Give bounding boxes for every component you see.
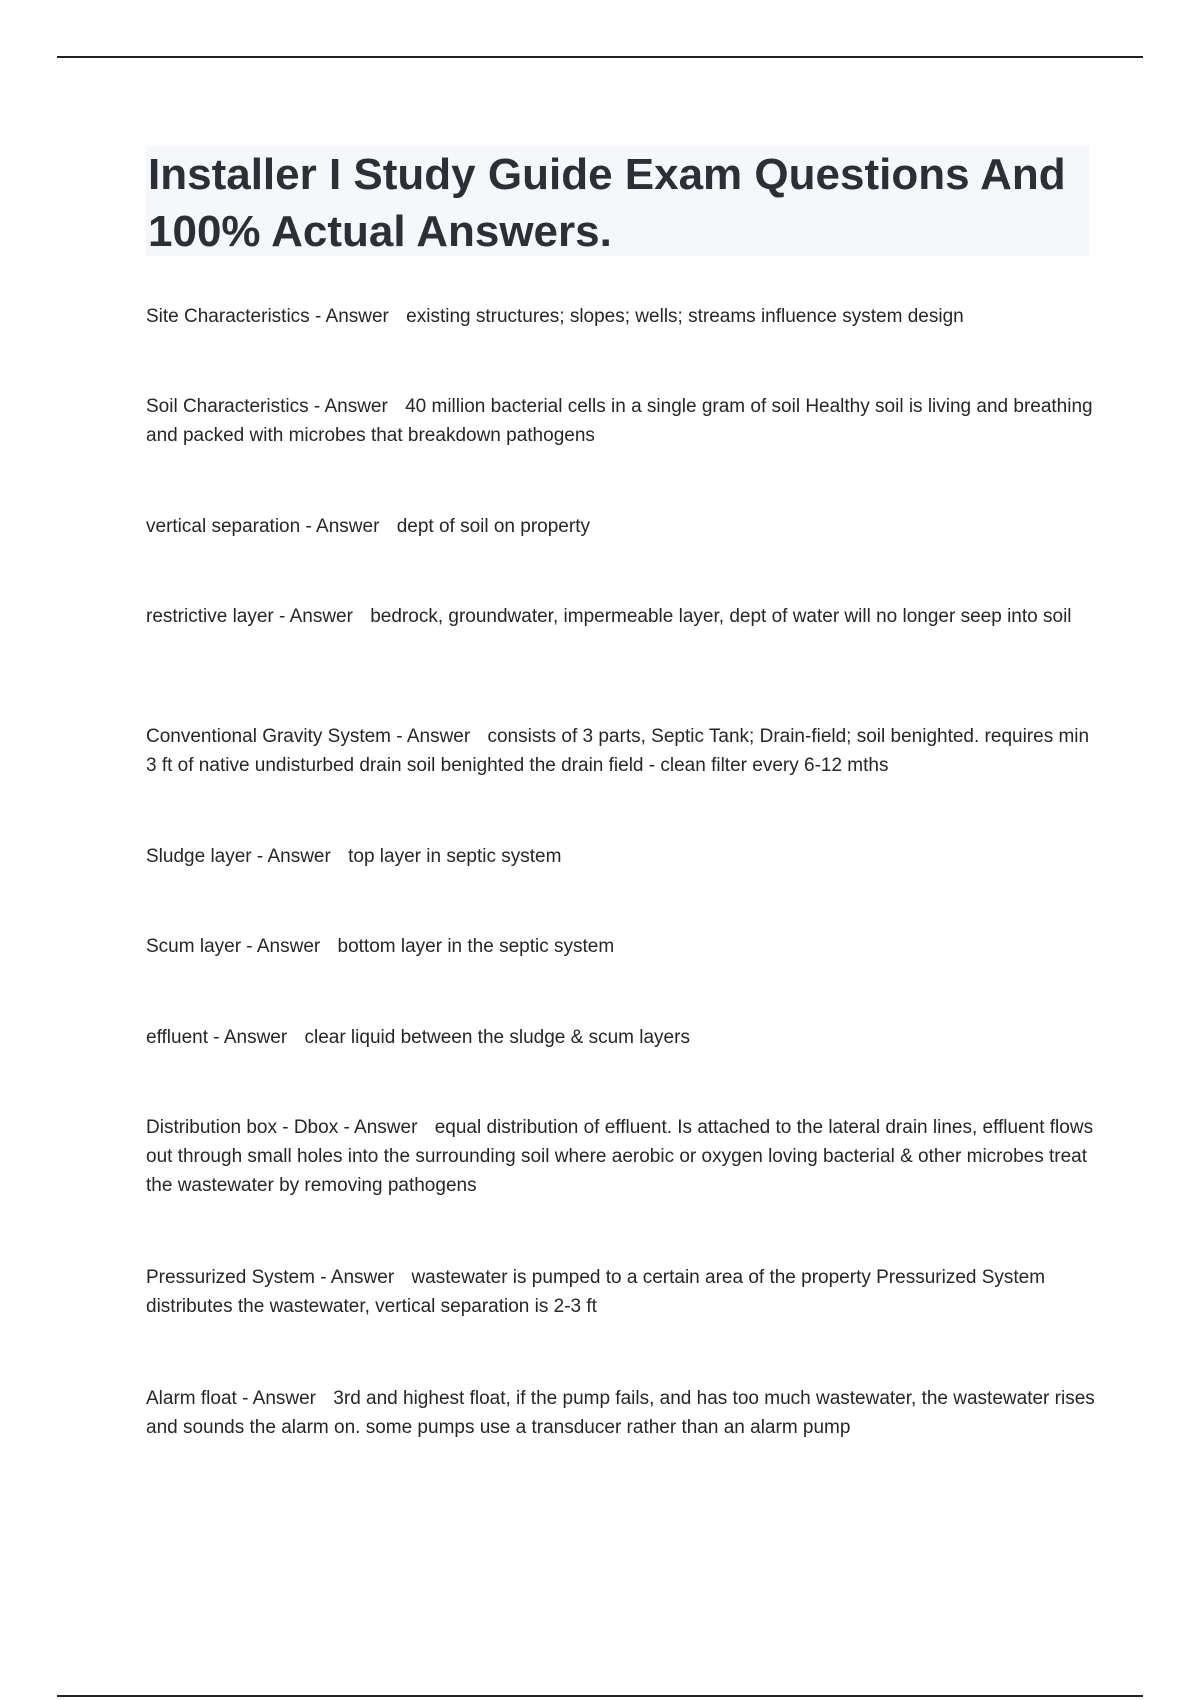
qa-answer: existing structures; slopes; wells; streams influence system design [406,306,964,327]
qa-answer-tag: Answer [267,846,331,867]
qa-entry: Scum layer - Answer bottom layer in the septic system [146,936,615,957]
qa-term: Soil Characteristics [146,396,309,417]
qa-answer: 40 million bacterial cells in a single gram of soil Healthy soil is living and breathing and packed with microbes that breakdown pathogens [146,396,1093,446]
qa-answer: dept of soil on property [396,516,590,537]
qa-answer: wastewater is pumped to a certain area of the property Pressurized System distributes the wastewater, vertical separation is 2-3 ft [146,1267,1046,1317]
qa-answer: equal distribution of effluent. Is attached to the lateral drain lines, effluent flows out through small holes into the surrounding soil where aerobic or oxygen loving bacterial & other microbes treat the wastewater by removing pathogens [146,1117,1094,1196]
qa-entry: Pressurized System - Answer wastewater is pumped to a certain area of the property Pressurized System distributes the wastewater, vertical separation is 2-3 ft [146,1267,1046,1317]
qa-answer-tag: Answer [316,516,380,537]
qa-term: Site Characteristics [146,306,310,327]
qa-term: effluent [146,1027,208,1048]
qa-answer: bedrock, groundwater, impermeable layer, dept of water will no longer seep into soil [370,606,1072,627]
qa-entry: Distribution box - Dbox - Answer equal distribution of effluent. Is attached to the lateral drain lines, effluent flows out through small holes into the surrounding soil where aerobic or oxygen loving bacterial & other microbes treat the wastewater by removing pathogens [146,1117,1094,1196]
bottom-rule [57,1695,1143,1697]
qa-term: Pressurized System [146,1267,315,1288]
qa-answer-tag: Answer [289,606,353,627]
qa-entry: Alarm float - Answer 3rd and highest float, if the pump fails, and has too much wastewater, the wastewater rises and sounds the alarm on. some pumps use a transducer rather than an alarm pump [146,1388,1095,1438]
qa-answer-tag: Answer [406,726,471,747]
qa-term: Distribution box - Dbox [146,1117,339,1138]
qa-term: vertical separation [146,516,301,537]
title-block [146,146,1089,256]
qa-entry: Site Characteristics - Answer existing structures; slopes; wells; streams influence system design [146,306,964,327]
qa-term: Conventional Gravity System [146,726,391,747]
top-rule [57,56,1143,58]
qa-entry: vertical separation - Answer dept of soil on property [146,516,590,537]
qa-answer: bottom layer in the septic system [337,936,615,957]
qa-term: restrictive layer [146,606,274,627]
qa-answer-tag: Answer [252,1388,317,1409]
qa-term: Scum layer [146,936,242,957]
qa-answer: clear liquid between the sludge & scum layers [304,1027,690,1048]
qa-entry: Soil Characteristics - Answer 40 million bacterial cells in a single gram of soil Healthy soil is living and breathing and packed with microbes that breakdown pathogens [146,396,1093,446]
qa-answer: 3rd and highest float, if the pump fails, and has too much wastewater, the wastewater rises and sounds the alarm on. some pumps use a transducer rather than an alarm pump [146,1388,1095,1438]
qa-entry: effluent - Answer clear liquid between the sludge & scum layers [146,1027,690,1048]
qa-term: Alarm float [146,1388,237,1409]
qa-answer-tag: Answer [256,936,321,957]
qa-answer-tag: Answer [324,396,388,417]
qa-entry: Conventional Gravity System - Answer consists of 3 parts, Septic Tank; Drain-field; soil benighted. requires min 3 ft of native undisturbed drain soil benighted the drain field - clean filter every 6-12 mths [146,726,1090,776]
qa-term: Sludge layer [146,846,252,867]
document-title: Installer I Study Guide Exam Questions And 100% Actual Answers. [148,150,1066,256]
qa-answer: top layer in septic system [348,846,562,867]
qa-answer-tag: Answer [330,1267,395,1288]
qa-answer-tag: Answer [223,1027,288,1048]
qa-answer-tag: Answer [354,1117,418,1138]
qa-answer-tag: Answer [325,306,389,327]
qa-answer: consists of 3 parts, Septic Tank; Drain-field; soil benighted. requires min 3 ft of native undisturbed drain soil benighted the drain field - clean filter every 6-12 mths [146,726,1090,776]
qa-entry: restrictive layer - Answer bedrock, groundwater, impermeable layer, dept of water will no longer seep into soil [146,606,1072,627]
qa-entry: Sludge layer - Answer top layer in septic system [146,846,562,867]
